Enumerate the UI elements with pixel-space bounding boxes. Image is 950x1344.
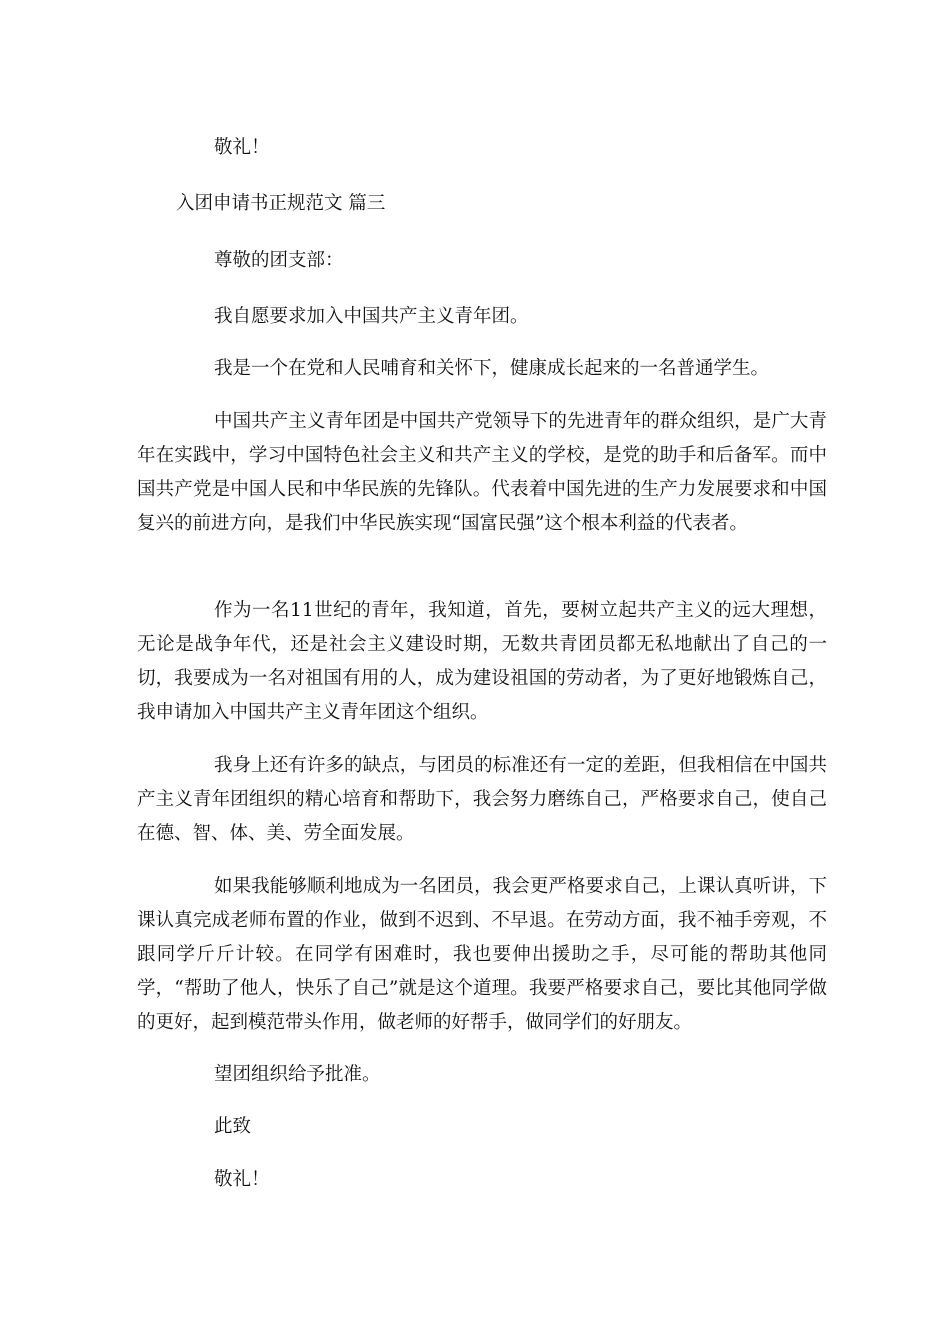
paragraph-3: 中国共产主义青年团是中国共产党领导下的先进青年的群众组织，是广大青年在实践中，学习中国特色社会主义和共产主义的学校，是党的助手和后备军。而中国共产党是中国人民和中华民族的先锋队。代表着中国先进的生产力发展要求和中国复兴的前进方向，是我们中华民族实现“国富民强”这个根本利益的代表者。 (137, 411, 827, 534)
paragraph-2: 我是一个在党和人民哺育和关怀下，健康成长起来的一名普通学生。 (214, 358, 770, 379)
section-title: 入团申请书正规范文 篇三 (176, 193, 386, 214)
salutation: 尊敬的团支部： (214, 250, 344, 271)
paragraph-5: 我身上还有许多的缺点，与团员的标准还有一定的差距，但我相信在中国共产主义青年团组织的精心培育和帮助下，我会努力磨练自己，严格要求自己，使自己在德、智、体、美、劳全面发展。 (137, 755, 827, 844)
paragraph-7: 望团组织给予批准。 (214, 1064, 381, 1085)
paragraph-6: 如果我能够顺利地成为一名团员，我会更严格要求自己，上课认真听讲，下课认真完成老师布置的作业，做到不迟到、不早退。在劳动方面，我不袖手旁观，不跟同学斤斤计较。在同学有困难时，我也要伸出援助之手，尽可能的帮助其他同学，“帮助了他人，快乐了自己”就是这个道理。我要严格要求自己，要比其他同学做的更好，起到模范带头作用，做老师的好帮手，做同学们的好朋友。 (137, 876, 827, 1033)
closing-regards-top: 敬礼！ (214, 137, 270, 158)
paragraph-1: 我自愿要求加入中国共产主义青年团。 (214, 306, 529, 327)
paragraph-4: 作为一名11世纪的青年，我知道，首先，要树立起共产主义的远大理想，无论是战争年代，还是社会主义建设时期，无数共青团员都无私地献出了自己的一切，我要成为一名对祖国有用的人，成为建设祖国的劳动者，为了更好地锻炼自己，我申请加入中国共产主义青年团这个组织。 (137, 600, 827, 723)
closing-phrase: 此致 (214, 1116, 252, 1137)
closing-regards-bottom: 敬礼！ (214, 1169, 270, 1190)
